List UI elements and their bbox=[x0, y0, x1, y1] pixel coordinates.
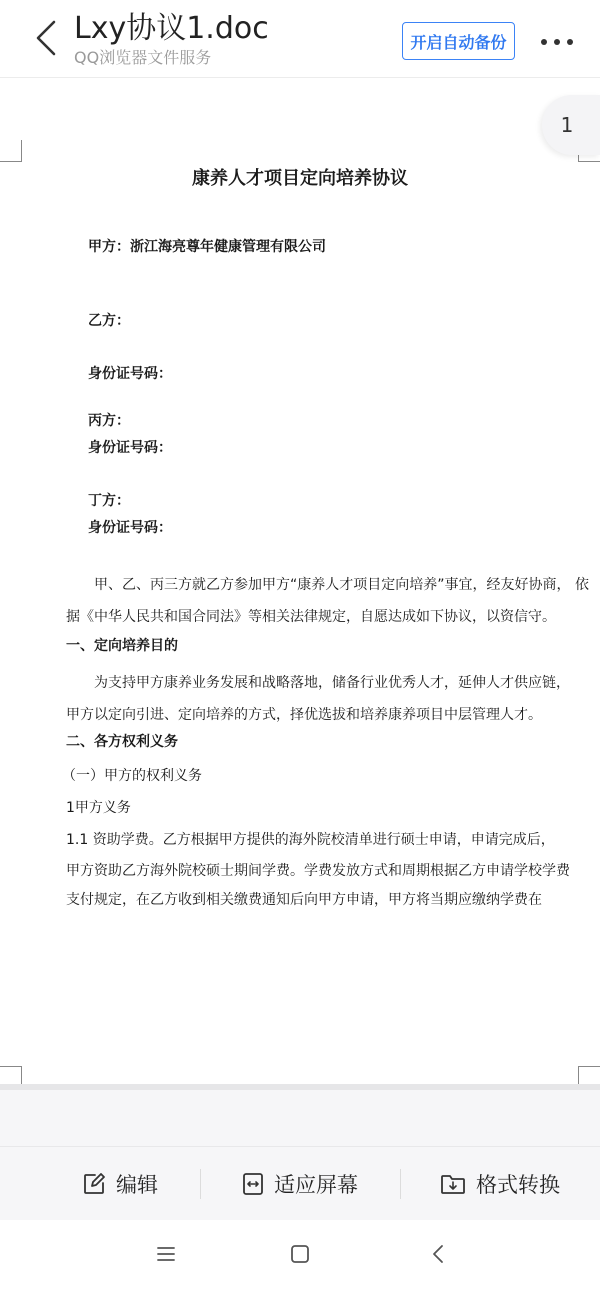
top-bar bbox=[0, 0, 600, 78]
auto-backup-button[interactable]: 开启自动备份 bbox=[402, 22, 515, 60]
intro-paragraph-line-1: 甲、乙、丙三方就乙方参加甲方“康养人才项目定向培养”事宜，经友好协商， 依 bbox=[94, 577, 589, 593]
section-heading-rights: 二、各方权利义务 bbox=[66, 734, 178, 750]
party-d-id-line: 身份证号码： bbox=[88, 520, 172, 536]
chevron-left-icon bbox=[35, 20, 57, 60]
crop-mark-top-left bbox=[0, 140, 22, 162]
party-a-line: 甲方：浙江海亮尊年健康管理有限公司 bbox=[88, 239, 326, 255]
party-b-line: 乙方： bbox=[88, 313, 130, 329]
more-button[interactable] bbox=[538, 26, 576, 54]
party-b-id-line: 身份证号码： bbox=[88, 366, 172, 382]
crop-mark-bottom-left bbox=[0, 1066, 22, 1084]
clause-1-1-line-3: 支付规定，在乙方收到相关缴费通知后向甲方申请，甲方将当期应缴纳学费在 bbox=[66, 892, 542, 908]
system-nav-bar bbox=[0, 1220, 600, 1292]
fit-screen-button[interactable] bbox=[220, 1147, 380, 1221]
party-d-line: 丁方： bbox=[88, 493, 130, 509]
bottom-toolbar bbox=[0, 1146, 600, 1220]
recent-apps-button[interactable] bbox=[146, 1238, 186, 1274]
subsection-heading-party-a: （一）甲方的权利义务 bbox=[62, 768, 202, 784]
folder-convert-icon bbox=[440, 1172, 466, 1196]
section-heading-purpose: 一、定向培养目的 bbox=[66, 638, 178, 654]
edit-button[interactable] bbox=[40, 1147, 200, 1221]
format-convert-button[interactable] bbox=[420, 1147, 580, 1221]
menu-lines-icon bbox=[156, 1246, 176, 1266]
more-dots-icon bbox=[540, 31, 574, 50]
edit-label: 编辑 bbox=[116, 1173, 158, 1197]
clause-1-1-line-1: 1.1 资助学费。乙方根据甲方提供的海外院校清单进行硕士申请，申请完成后， bbox=[66, 832, 555, 848]
home-square-icon bbox=[290, 1244, 310, 1268]
toolbar-divider bbox=[200, 1169, 201, 1199]
file-title: Lxy协议1.doc bbox=[74, 11, 269, 46]
purpose-paragraph-line-2: 甲方以定向引进、定向培养的方式，择优选拔和培养康养项目中层管理人才。 bbox=[66, 707, 542, 723]
toolbar-divider bbox=[400, 1169, 401, 1199]
document-viewport[interactable] bbox=[0, 79, 600, 1084]
back-button[interactable] bbox=[26, 14, 66, 66]
edit-icon bbox=[82, 1172, 106, 1196]
back-triangle-icon bbox=[431, 1244, 445, 1268]
fit-screen-label: 适应屏幕 bbox=[274, 1173, 358, 1197]
page-number-badge[interactable]: 1 bbox=[542, 95, 600, 155]
item-heading-party-a-duty: 1甲方义务 bbox=[66, 800, 131, 816]
intro-paragraph-line-2: 据《中华人民共和国合同法》等相关法律规定，自愿达成如下协议，以资信守。 bbox=[66, 609, 556, 625]
fit-screen-icon bbox=[242, 1172, 264, 1196]
party-c-line: 丙方： bbox=[88, 413, 130, 429]
system-back-button[interactable] bbox=[418, 1238, 458, 1274]
crop-mark-bottom-right bbox=[578, 1066, 600, 1084]
document-title: 康养人才项目定向培养协议 bbox=[192, 168, 408, 189]
file-source: QQ浏览器文件服务 bbox=[74, 48, 212, 67]
format-convert-label: 格式转换 bbox=[476, 1173, 560, 1197]
page-gap bbox=[0, 1090, 600, 1146]
clause-1-1-line-2: 甲方资助乙方海外院校硕士期间学费。学费发放方式和周期根据乙方申请学校学费 bbox=[66, 863, 570, 879]
home-button[interactable] bbox=[280, 1238, 320, 1274]
purpose-paragraph-line-1: 为支持甲方康养业务发展和战略落地，储备行业优秀人才，延伸人才供应链， bbox=[94, 675, 570, 691]
party-c-id-line: 身份证号码： bbox=[88, 440, 172, 456]
